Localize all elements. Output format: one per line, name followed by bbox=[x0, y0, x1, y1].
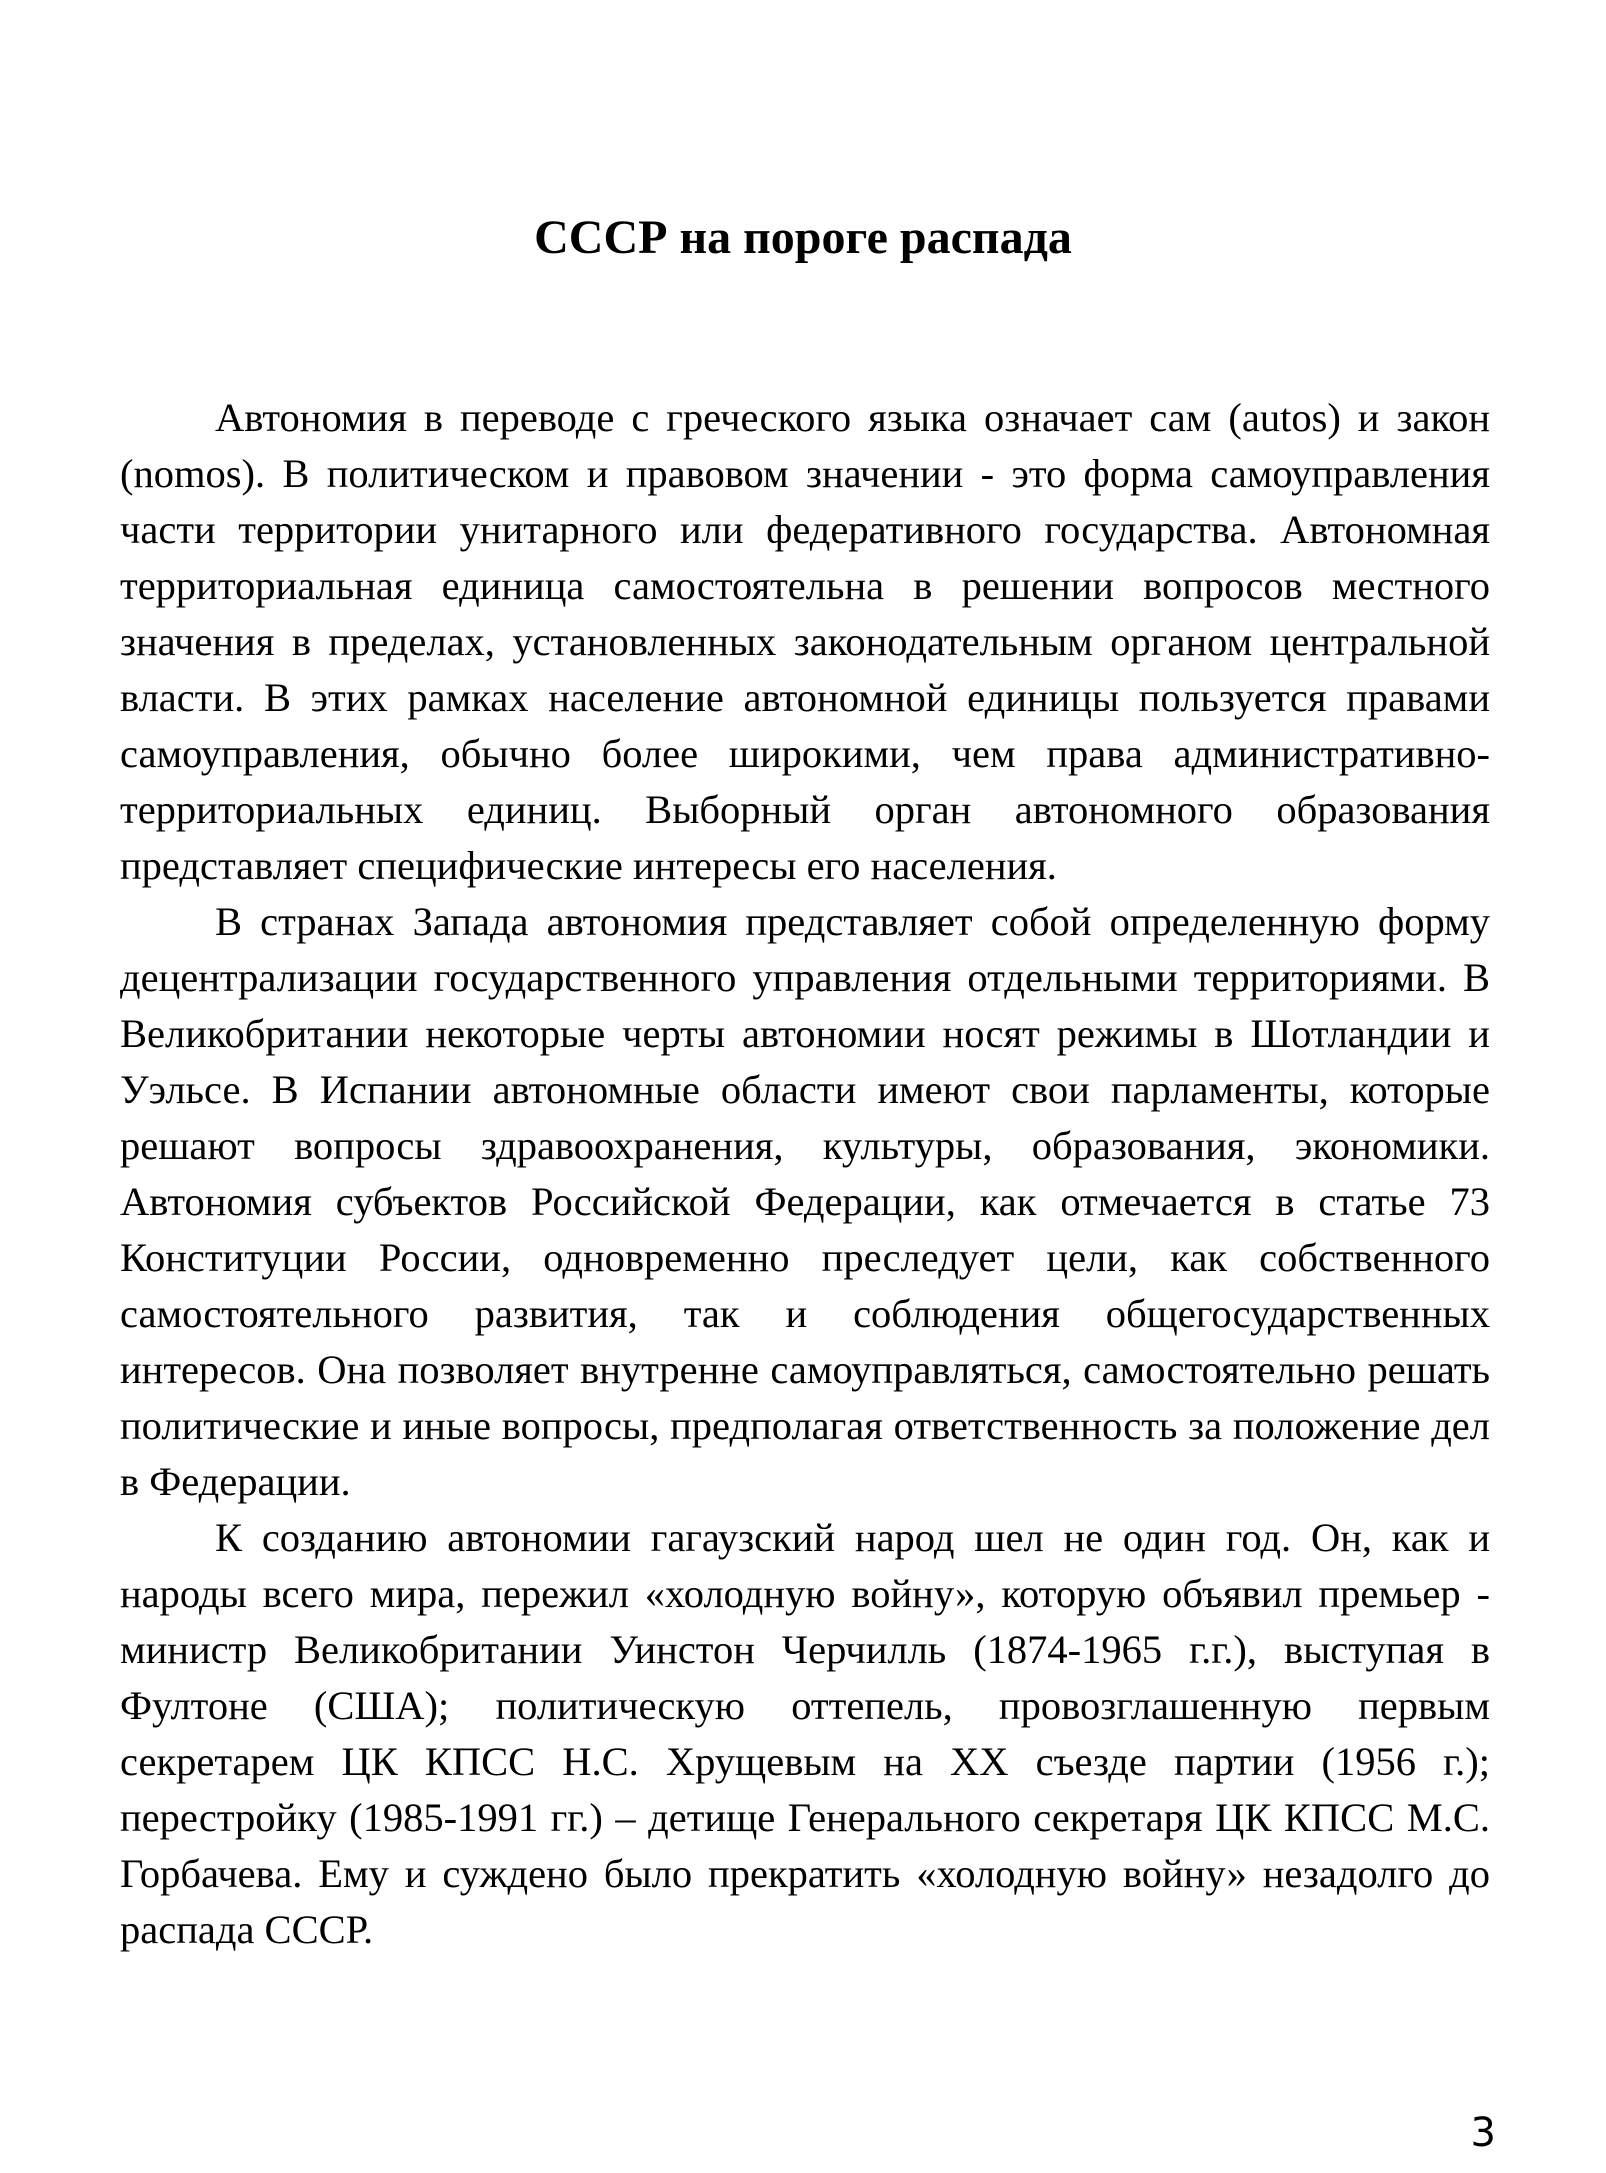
body-text bbox=[120, 390, 1490, 1958]
paragraph-western-autonomy: В странах Запада автономия представляет собой определенную форму децентрализации государственного управления отдельными территориями. В Великобритании некоторые черты автономии носят режимы в Шотландии и Уэльсе. В Испании автономные области имеют свои парламенты, которые решают вопросы здравоохранения, культуры, образования, экономики. Автономия субъектов Российской Федерации, как отмечается в статье 73 Конституции России, одновременно преследует цели, как собственного самостоятельного развития, так и соблюдения общегосударственных интересов. Она позволяет внутренне самоуправляться, самостоятельно решать политические и иные вопросы, предполагая ответственность за положение дел в Федерации. bbox=[120, 899, 1490, 1504]
page-number: 3 bbox=[1470, 2110, 1496, 2156]
paragraph-gagauz-autonomy: К созданию автономии гагаузский народ шел не один год. Он, как и народы всего мира, пережил «холодную войну», которую объявил премьер - министр Великобритании Уинстон Черчилль (1874-1965 г.г.), выступая в Фултоне (США); политическую оттепель, провозглашенную первым секретарем ЦК КПСС Н.С. Хрущевым на XX съезде партии (1956 г.); перестройку (1985-1991 гг.) – детище Генерального секретаря ЦК КПСС М.С. Горбачева. Ему и суждено было прекратить «холодную войну» незадолго до распада СССР. bbox=[120, 1515, 1490, 1952]
page-title: СССР на пороге распада bbox=[534, 211, 1072, 264]
paragraph-autonomy-definition: Автономия в переводе с греческого языка означает сам (autos) и закон (nomos). В политическом и правовом значении - это форма самоуправления части территории унитарного или федеративного государства. Автономная территориальная единица самостоятельна в решении вопросов местного значения в пределах, установленных законодательным органом центральной власти. В этих рамках население автономной единицы пользуется правами самоуправления, обычно более широкими, чем права административно-территориальных единиц. Выборный орган автономного образования представляет специфические интересы его населения. bbox=[120, 395, 1490, 888]
